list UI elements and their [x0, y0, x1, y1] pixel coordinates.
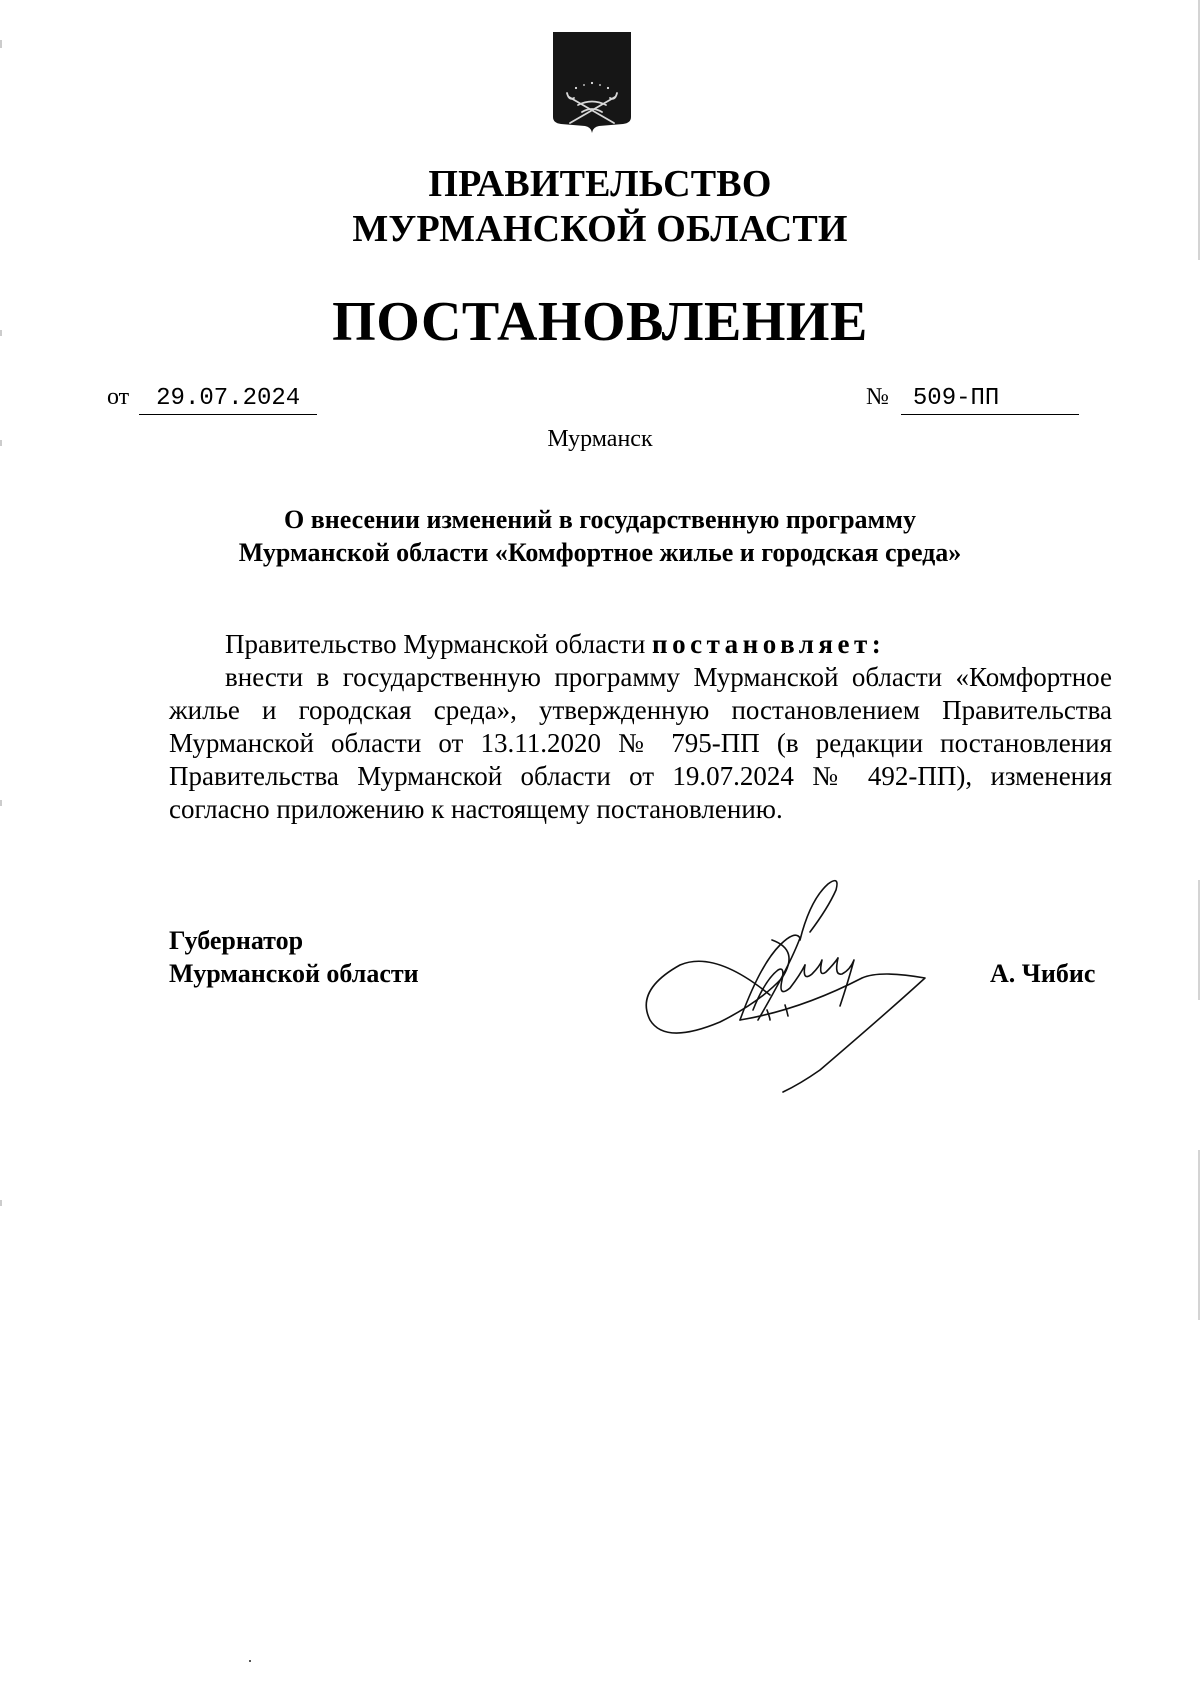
- resolves-text: постановляет:: [652, 629, 886, 659]
- intro-text: Правительство Мурманской области: [225, 629, 646, 659]
- date-prefix: от: [107, 384, 130, 410]
- subject-line1: О внесении изменений в государственную программу: [284, 505, 916, 534]
- number-prefix: №: [866, 384, 889, 410]
- signatory-position: [169, 924, 419, 990]
- resolution-intro: [169, 628, 1112, 661]
- document-number: 509-ПП: [901, 384, 1079, 415]
- date-row: [107, 382, 317, 415]
- city-name: Мурманск: [547, 426, 653, 452]
- number-row: [866, 382, 1079, 415]
- resolution-body: внести в государственную программу Мурманской области «Комфортное жилье и городская среда», утвержденную постановлением Правительства Мурманской области от 13.11.2020 № 795-ПП (в редакции постановления Правительства Мурманской области от 19.07.2024 № 492-ПП), изменения согласно приложению к настоящему постановлению.: [169, 662, 1112, 824]
- murmansk-coat-of-arms-icon: [551, 31, 633, 133]
- document-date: 29.07.2024: [139, 384, 317, 415]
- document-type-title: ПОСТАНОВЛЕНИЕ: [332, 291, 868, 353]
- subject-line2: Мурманской области «Комфортное жилье и городская среда»: [238, 538, 962, 567]
- scan-speck: [249, 1660, 251, 1662]
- signer-name: А. Чибис: [990, 959, 1096, 988]
- position-line2: Мурманской области: [169, 959, 419, 988]
- government-name-line2: МУРМАНСКОЙ ОБЛАСТИ: [352, 208, 848, 250]
- government-name-line1: ПРАВИТЕЛЬСТВО: [428, 163, 772, 205]
- handwritten-signature: [640, 870, 940, 1095]
- scan-edge-marks-left: [0, 0, 2, 1700]
- position-line1: Губернатор: [169, 926, 304, 955]
